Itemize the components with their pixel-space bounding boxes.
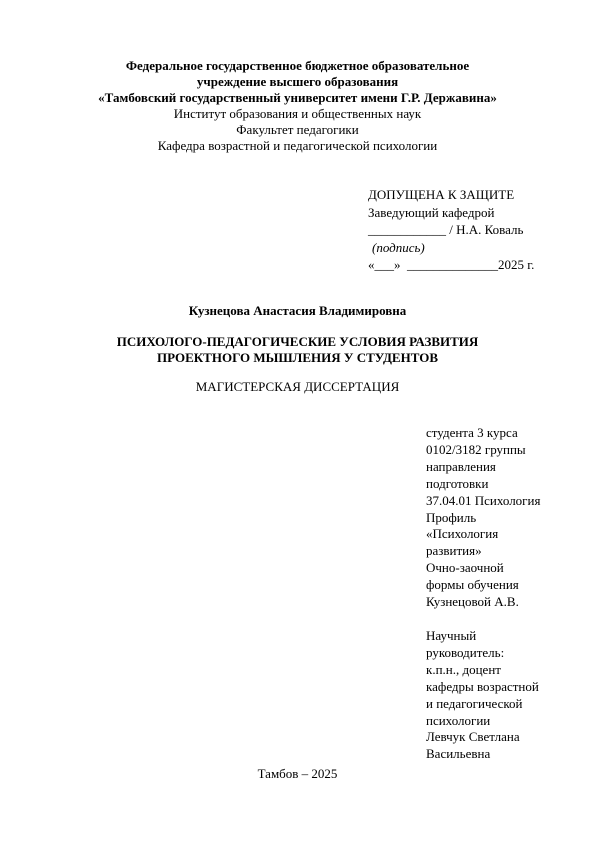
supervisor-info-line: Научный <box>426 627 477 643</box>
footer-block <box>0 766 595 782</box>
student-info-line: Очно-заочной <box>426 560 504 576</box>
student-info-line: Профиль <box>426 509 477 525</box>
student-info-line: 0102/3182 группы <box>426 441 526 457</box>
author-name: Кузнецова Анастасия Владимировна <box>188 303 407 318</box>
supervisor-info-line: кафедры возрастной <box>426 678 539 694</box>
org-name-line-1: Федеральное государственное бюджетное образовательное <box>125 58 470 73</box>
student-info-line: студента 3 курса <box>426 425 518 440</box>
supervisor-info-line: Васильевна <box>426 746 491 762</box>
org-name-line-2: учреждение высшего образования <box>196 74 399 89</box>
signature-line: ____________ / Н.А. Коваль <box>368 222 524 237</box>
thesis-title-line-1: ПСИХОЛОГО-ПЕДАГОГИЧЕСКИЕ УСЛОВИЯ РАЗВИТИЯ <box>116 334 479 349</box>
author-block <box>0 303 595 319</box>
department-name: Кафедра возрастной и педагогической психологии <box>157 138 438 153</box>
admission-title: ДОПУЩЕНА К ЗАЩИТЕ <box>368 187 515 202</box>
admission-block <box>368 186 578 274</box>
student-info-line: направления <box>426 458 496 474</box>
supervisor-info-line: и педагогической <box>426 695 523 711</box>
supervisor-info-line: психологии <box>426 712 491 728</box>
institute-name: Институт образования и общественных наук <box>173 106 422 121</box>
admission-role: Заведующий кафедрой <box>368 204 495 220</box>
student-info-line: 37.04.01 Психология <box>426 492 541 508</box>
document-type: МАГИСТЕРСКАЯ ДИССЕРТАЦИЯ <box>195 379 400 394</box>
university-name: «Тамбовский государственный университет имени Г.Р. Державина» <box>98 90 497 105</box>
supervisor-info-line: Левчук Светлана <box>426 729 520 745</box>
thesis-title-line-2: ПРОЕКТНОГО МЫШЛЕНИЯ У СТУДЕНТОВ <box>156 350 438 365</box>
student-info-line: формы обучения <box>426 577 519 593</box>
city-year: Тамбов – 2025 <box>257 766 338 781</box>
student-info-line: развития» <box>426 543 482 559</box>
organization-header <box>0 58 595 154</box>
student-info-line: «Психология <box>426 526 499 542</box>
thesis-title <box>0 334 595 366</box>
spacer <box>426 611 576 628</box>
document-type-block <box>0 379 595 395</box>
faculty-name: Факультет педагогики <box>236 122 359 137</box>
signature-caption: (подпись) <box>372 239 425 255</box>
supervisor-info-line: руководитель: <box>426 644 505 660</box>
supervisor-info-line: к.п.н., доцент <box>426 661 501 677</box>
student-info-block <box>426 425 576 763</box>
admission-date-line: «___» ______________2025 г. <box>368 257 535 272</box>
student-info-line: подготовки <box>426 475 489 491</box>
student-info-line: Кузнецовой А.В. <box>426 594 519 610</box>
